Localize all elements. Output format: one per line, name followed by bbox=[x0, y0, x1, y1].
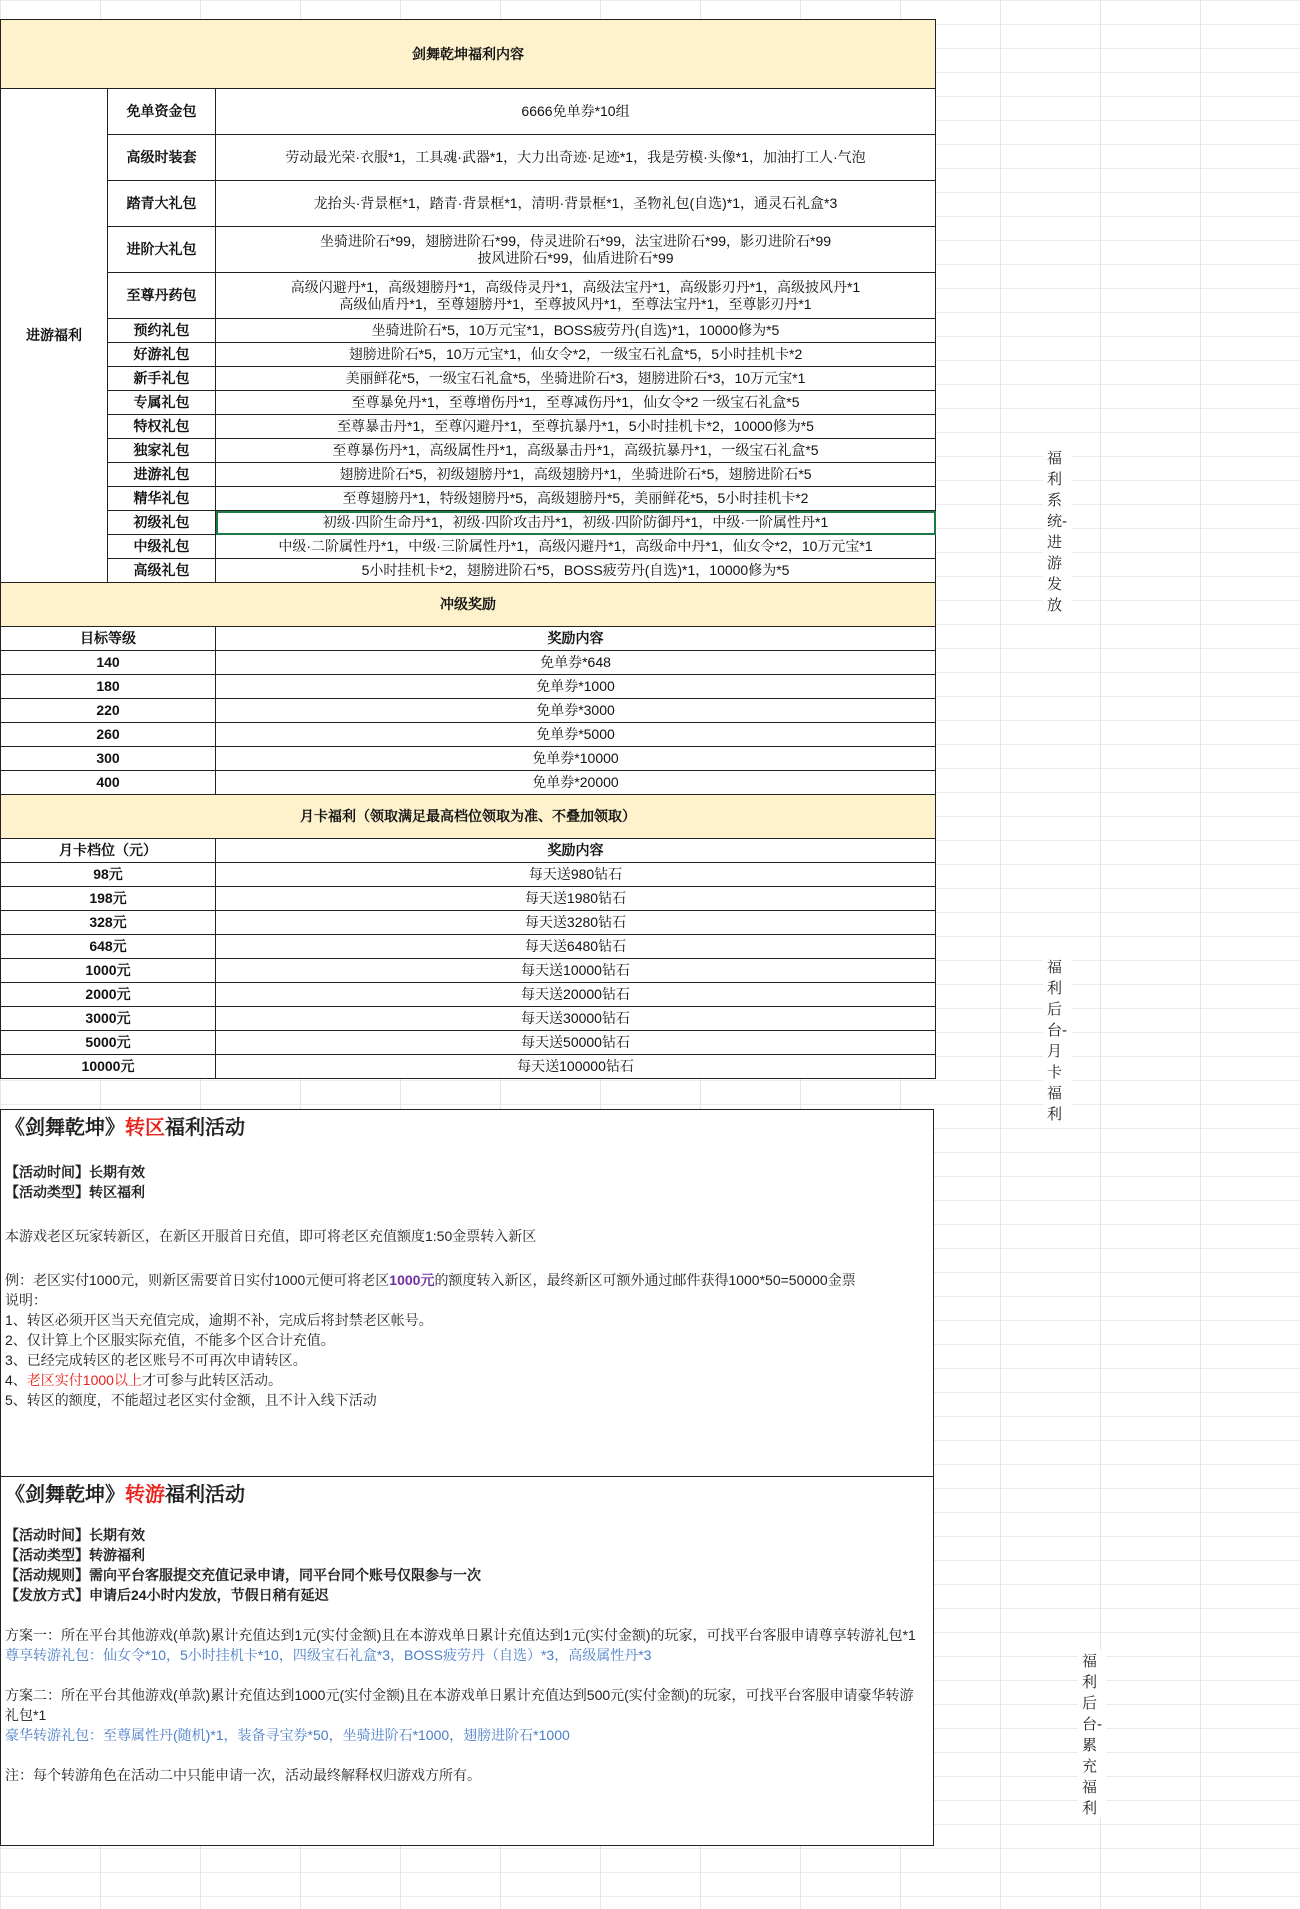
levelup-col-header: 奖励内容 bbox=[216, 627, 936, 651]
transfer-game-title-pre: 《剑舞乾坤》 bbox=[5, 1484, 125, 1506]
transfer-game-send: 【发放方式】申请后24小时内发放，节假日稍有延迟 bbox=[5, 1587, 329, 1603]
monthly-reward: 每天送10000钻石 bbox=[216, 959, 936, 983]
welfare-row-name: 独家礼包 bbox=[108, 439, 216, 463]
welfare-row-name: 中级礼包 bbox=[108, 535, 216, 559]
welfare-row-content-line: 高级仙盾丹*1，至尊翅膀丹*1，至尊披风丹*1，至尊法宝丹*1，至尊影刃丹*1 bbox=[339, 295, 812, 312]
transfer-game-title-red: 转游 bbox=[125, 1484, 165, 1506]
welfare-row-content: 至尊暴伤丹*1，高级属性丹*1，高级暴击丹*1，高级抗暴丹*1，一级宝石礼盒*5 bbox=[216, 439, 936, 463]
levelup-level: 140 bbox=[1, 651, 216, 675]
transfer-zone-panel bbox=[0, 1109, 934, 1477]
levelup-col-header: 目标等级 bbox=[1, 627, 216, 651]
monthly-reward: 每天送3280钻石 bbox=[216, 911, 936, 935]
welfare-row-name: 好游礼包 bbox=[108, 343, 216, 367]
welfare-row-content: 翅膀进阶石*5，初级翅膀丹*1，高级翅膀丹*1，坐骑进阶石*5，翅膀进阶石*5 bbox=[216, 463, 936, 487]
monthly-reward: 每天送1980钻石 bbox=[216, 887, 936, 911]
transfer-zone-note4-red: 老区实付1000以上 bbox=[26, 1372, 142, 1388]
levelup-level: 300 bbox=[1, 747, 216, 771]
transfer-game-time: 【活动时间】长期有效 bbox=[5, 1527, 145, 1543]
welfare-row-content bbox=[216, 273, 936, 319]
monthly-reward: 每天送980钻石 bbox=[216, 863, 936, 887]
welfare-row-content: 至尊暴免丹*1，至尊增伤丹*1，至尊减伤丹*1，仙女令*2 一级宝石礼盒*5 bbox=[216, 391, 936, 415]
transfer-zone-time: 【活动时间】长期有效 bbox=[5, 1164, 145, 1180]
levelup-reward: 免单券*10000 bbox=[216, 747, 936, 771]
levelup-level: 180 bbox=[1, 675, 216, 699]
welfare-row-content bbox=[216, 227, 936, 273]
monthly-reward: 每天送30000钻石 bbox=[216, 1007, 936, 1031]
transfer-game-plan1-gift: 尊享转游礼包：仙女令*10，5小时挂机卡*10，四级宝石礼盒*3，BOSS疲劳丹（自选）*3，高级属性丹*3 bbox=[5, 1647, 652, 1663]
transfer-zone-example-pre: 例：老区实付1000元，则新区需要首日实付1000元便可将老区 bbox=[5, 1272, 390, 1288]
transfer-zone-note4-post: 才可参与此转区活动。 bbox=[141, 1372, 282, 1388]
monthly-tier: 3000元 bbox=[1, 1007, 216, 1031]
welfare-row-content: 翅膀进阶石*5，10万元宝*1，仙女令*2，一级宝石礼盒*5，5小时挂机卡*2 bbox=[216, 343, 936, 367]
transfer-game-plan1: 方案一：所在平台其他游戏(单款)累计充值达到1元(实付金额)且在本游戏单日累计充值达到1元(实付金额)的玩家，可找平台客服申请尊享转游礼包*1 bbox=[5, 1627, 916, 1643]
welfare-row-name: 预约礼包 bbox=[108, 319, 216, 343]
transfer-zone-example-highlight: 1000元 bbox=[389, 1272, 435, 1288]
side-note-recharge: 福利后台-累充福利 bbox=[1078, 1650, 1106, 1818]
transfer-zone-title-red: 转区 bbox=[125, 1117, 165, 1139]
welfare-row-content: 至尊暴击丹*1，至尊闪避丹*1，至尊抗暴丹*1，5小时挂机卡*2，10000修为*5 bbox=[216, 415, 936, 439]
welfare-row-name: 专属礼包 bbox=[108, 391, 216, 415]
transfer-game-panel bbox=[0, 1476, 934, 1846]
transfer-zone-example-post: 的额度转入新区，最终新区可额外通过邮件获得1000*50=50000金票 bbox=[434, 1272, 856, 1288]
transfer-zone-title-pre: 《剑舞乾坤》 bbox=[5, 1117, 125, 1139]
transfer-zone-note bbox=[5, 1370, 927, 1390]
welfare-row-name: 至尊丹药包 bbox=[108, 273, 216, 319]
transfer-game-note: 注：每个转游角色在活动二中只能申请一次，活动最终解释权归游戏方所有。 bbox=[5, 1767, 481, 1783]
welfare-row-content-line: 高级闪避丹*1，高级翅膀丹*1，高级侍灵丹*1，高级法宝丹*1，高级影刃丹*1，高级披风丹*1 bbox=[290, 278, 861, 295]
monthly-col-header: 月卡档位（元） bbox=[1, 839, 216, 863]
welfare-row-content-line: 坐骑进阶石*99，翅膀进阶石*99，侍灵进阶石*99，法宝进阶石*99，影刃进阶石*99 bbox=[319, 232, 832, 249]
transfer-game-rule: 【活动规则】需向平台客服提交充值记录申请，同平台同个账号仅限参与一次 bbox=[5, 1567, 481, 1583]
levelup-level: 220 bbox=[1, 699, 216, 723]
transfer-game-type: 【活动类型】转游福利 bbox=[5, 1547, 145, 1563]
levelup-reward: 免单券*1000 bbox=[216, 675, 936, 699]
monthly-tier: 1000元 bbox=[1, 959, 216, 983]
transfer-zone-intro: 本游戏老区玩家转新区，在新区开服首日充值，即可将老区充值额度1:50金票转入新区 bbox=[5, 1228, 537, 1244]
side-note-welfare: 福利系统-进游发放 bbox=[1043, 447, 1071, 615]
transfer-zone-type: 【活动类型】转区福利 bbox=[5, 1184, 145, 1200]
monthly-tier: 2000元 bbox=[1, 983, 216, 1007]
welfare-row-name: 高级礼包 bbox=[108, 559, 216, 583]
levelup-title: 冲级奖励 bbox=[1, 583, 936, 627]
welfare-row-content: 中级·二阶属性丹*1，中级·三阶属性丹*1，高级闪避丹*1，高级命中丹*1，仙女令*2，10万元宝*1 bbox=[216, 535, 936, 559]
levelup-reward: 免单券*20000 bbox=[216, 771, 936, 795]
transfer-zone-note4-pre: 4、 bbox=[5, 1372, 27, 1388]
transfer-game-title-post: 福利活动 bbox=[165, 1484, 245, 1506]
transfer-zone-title-post: 福利活动 bbox=[165, 1117, 245, 1139]
welfare-row-content: 6666免单券*10组 bbox=[216, 89, 936, 135]
welfare-row-name: 初级礼包 bbox=[108, 511, 216, 535]
welfare-row-name: 高级时装套 bbox=[108, 135, 216, 181]
side-note-monthly: 福利后台-月卡福利 bbox=[1043, 956, 1071, 1124]
transfer-zone-notes-label: 说明： bbox=[5, 1292, 47, 1308]
monthly-reward: 每天送100000钻石 bbox=[216, 1055, 936, 1079]
welfare-row-content: 5小时挂机卡*2，翅膀进阶石*5，BOSS疲劳丹(自选)*1，10000修为*5 bbox=[216, 559, 936, 583]
welfare-row-name: 进阶大礼包 bbox=[108, 227, 216, 273]
levelup-reward: 免单券*3000 bbox=[216, 699, 936, 723]
welfare-row-name: 踏青大礼包 bbox=[108, 181, 216, 227]
transfer-zone-note: 5、转区的额度，不能超过老区实付金额，且不计入线下活动 bbox=[5, 1392, 377, 1408]
welfare-row-name: 特权礼包 bbox=[108, 415, 216, 439]
welfare-row-name: 精华礼包 bbox=[108, 487, 216, 511]
transfer-game-plan2: 方案二：所在平台其他游戏(单款)累计充值达到1000元(实付金额)且在本游戏单日累计充值达到500元(实付金额)的玩家，可找平台客服申请豪华转游礼包*1 bbox=[5, 1687, 914, 1723]
monthly-tier: 10000元 bbox=[1, 1055, 216, 1079]
welfare-row-content-line: 披风进阶石*99，仙盾进阶石*99 bbox=[477, 249, 674, 266]
monthly-tier: 648元 bbox=[1, 935, 216, 959]
welfare-group-label: 进游福利 bbox=[1, 89, 108, 583]
welfare-title: 剑舞乾坤福利内容 bbox=[1, 20, 936, 89]
welfare-row-content: 龙抬头·背景框*1，踏青·背景框*1，清明·背景框*1，圣物礼包(自选)*1，通灵石礼盒*3 bbox=[216, 181, 936, 227]
levelup-level: 400 bbox=[1, 771, 216, 795]
levelup-level: 260 bbox=[1, 723, 216, 747]
levelup-reward: 免单券*5000 bbox=[216, 723, 936, 747]
welfare-row-name: 新手礼包 bbox=[108, 367, 216, 391]
welfare-row-name: 进游礼包 bbox=[108, 463, 216, 487]
monthly-reward: 每天送6480钻石 bbox=[216, 935, 936, 959]
monthly-tier: 98元 bbox=[1, 863, 216, 887]
welfare-row-content: 坐骑进阶石*5，10万元宝*1，BOSS疲劳丹(自选)*1，10000修为*5 bbox=[216, 319, 936, 343]
welfare-row-content: 劳动最光荣·衣服*1，工具魂·武器*1，大力出奇迹·足迹*1，我是劳模·头像*1，加油打工人·气泡 bbox=[216, 135, 936, 181]
transfer-zone-title bbox=[5, 1118, 927, 1138]
transfer-zone-note: 2、仅计算上个区服实际充值，不能多个区合计充值。 bbox=[5, 1332, 335, 1348]
monthly-tier: 198元 bbox=[1, 887, 216, 911]
transfer-game-title bbox=[5, 1485, 927, 1505]
selected-cell[interactable]: 初级·四阶生命丹*1，初级·四阶攻击丹*1，初级·四阶防御丹*1，中级·一阶属性丹*1 bbox=[216, 511, 936, 535]
welfare-row-content: 美丽鲜花*5，一级宝石礼盒*5，坐骑进阶石*3，翅膀进阶石*3，10万元宝*1 bbox=[216, 367, 936, 391]
transfer-zone-note: 1、转区必须开区当天充值完成，逾期不补，完成后将封禁老区帐号。 bbox=[5, 1312, 433, 1328]
transfer-zone-example bbox=[5, 1270, 927, 1290]
monthly-tier: 5000元 bbox=[1, 1031, 216, 1055]
monthly-reward: 每天送20000钻石 bbox=[216, 983, 936, 1007]
monthly-col-header: 奖励内容 bbox=[216, 839, 936, 863]
welfare-row-content: 至尊翅膀丹*1，特级翅膀丹*5，高级翅膀丹*5，美丽鲜花*5，5小时挂机卡*2 bbox=[216, 487, 936, 511]
monthly-title: 月卡福利（领取满足最高档位领取为准、不叠加领取） bbox=[1, 795, 936, 839]
transfer-game-plan2-gift: 豪华转游礼包：至尊属性丹(随机)*1，装备寻宝券*50，坐骑进阶石*1000，翅膀进阶石*1000 bbox=[5, 1727, 570, 1743]
monthly-tier: 328元 bbox=[1, 911, 216, 935]
transfer-zone-note: 3、已经完成转区的老区账号不可再次申请转区。 bbox=[5, 1352, 307, 1368]
welfare-table bbox=[0, 19, 936, 1079]
monthly-reward: 每天送50000钻石 bbox=[216, 1031, 936, 1055]
welfare-row-name: 免单资金包 bbox=[108, 89, 216, 135]
levelup-reward: 免单券*648 bbox=[216, 651, 936, 675]
